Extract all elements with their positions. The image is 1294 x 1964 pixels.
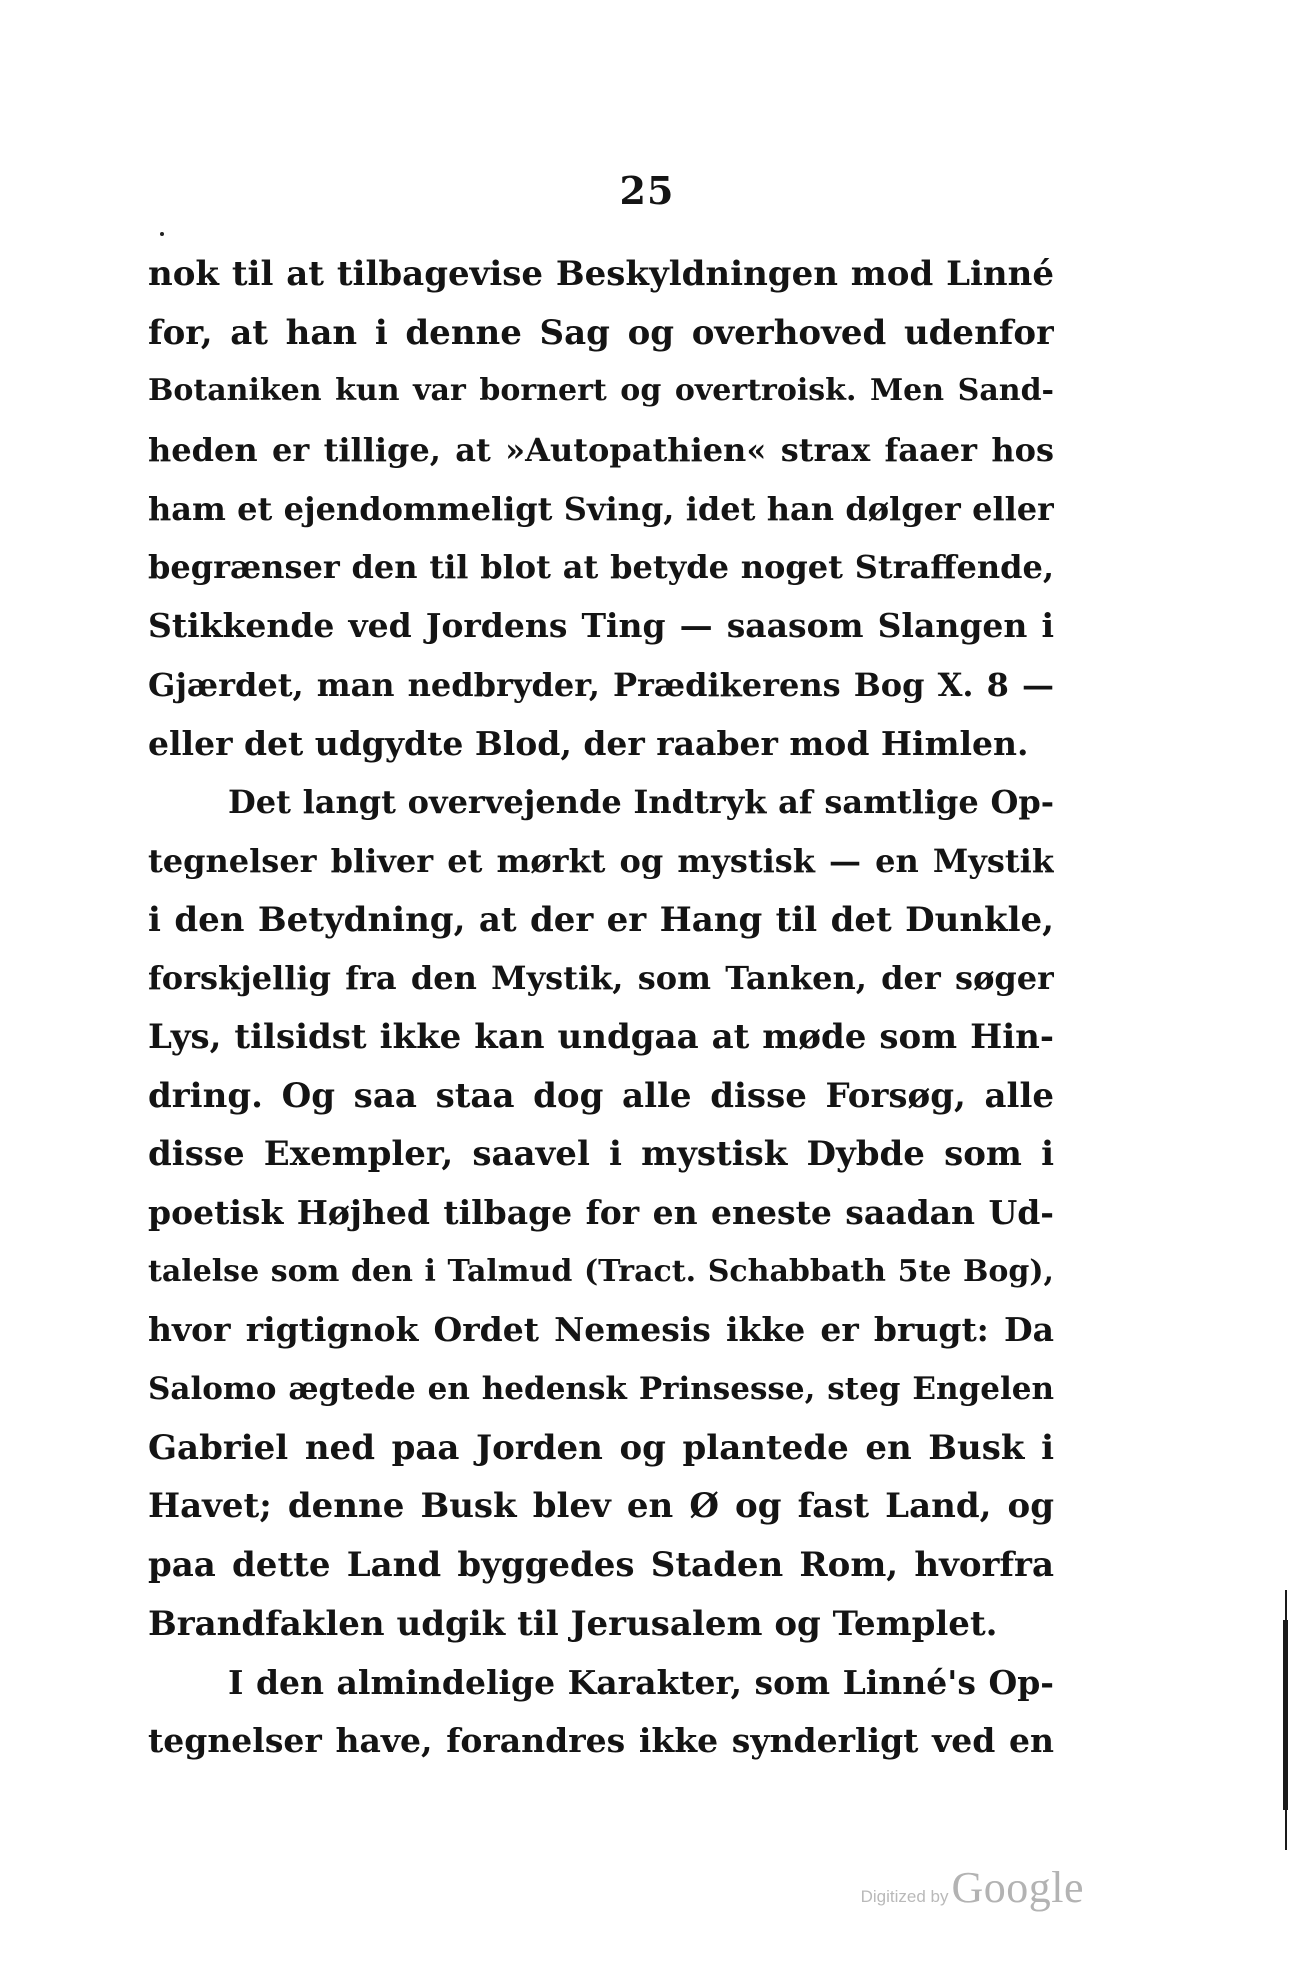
text-line: Havet; denne Busk blev en Ø og fast Land, og [148, 1486, 1054, 1527]
text-line: tegnelser bliver et mørkt og mystisk — en Mystik [148, 841, 1054, 880]
text-line: nok til at tilbagevise Beskyldningen mod Linné [148, 254, 1054, 294]
text-line: Lys, tilsidst ikke kan undgaa at møde som Hin- [148, 1016, 1054, 1057]
ink-speck [160, 232, 164, 236]
text-line: poetisk Højhed tilbage for en eneste saadan Ud- [148, 1193, 1054, 1232]
text-line: Botaniken kun var bornert og overtroisk. Men Sand- [148, 373, 1054, 409]
watermark-google-logo: Google [951, 1863, 1084, 1912]
text-line: ham et ejendommeligt Sving, idet han dølger eller [148, 489, 1054, 528]
text-line: for, at han i denne Sag og overhoved udenfor [148, 312, 1054, 353]
scan-edge-mark [1282, 1590, 1290, 1850]
text-line: Gabriel ned paa Jorden og plantede en Busk i [148, 1427, 1054, 1468]
text-line: eller det udgydte Blod, der raaber mod Himlen. [148, 723, 1029, 763]
text-line: Stikkende ved Jordens Ting — saasom Slangen i [148, 606, 1054, 646]
google-watermark [861, 1862, 1084, 1913]
text-line: disse Exempler, saavel i mystisk Dybde som i [148, 1134, 1054, 1175]
text-line: Det langt overvejende Indtryk af samtlige Op- [228, 783, 1054, 822]
text-line: Salomo ægtede en hedensk Prinsesse, steg Engelen [148, 1371, 1054, 1408]
text-line: dring. Og saa staa dog alle disse Forsøg, alle [148, 1075, 1054, 1116]
text-line: begrænser den til blot at betyde noget Straffende, [148, 548, 1054, 587]
text-line: i den Betydning, at der er Hang til det Dunkle, [148, 899, 1054, 940]
text-line: tegnelser have, forandres ikke synderligt ved en [148, 1721, 1054, 1761]
text-line: Brandfaklen udgik til Jerusalem og Templet. [148, 1603, 998, 1644]
text-line: Gjærdet, man nedbryder, Prædikerens Bog X. 8 — [148, 665, 1054, 704]
page-number: 25 [619, 168, 675, 213]
text-line: hvor rigtignok Ordet Nemesis ikke er brugt: Da [148, 1310, 1054, 1350]
text-line: talelse som den i Talmud (Tract. Schabbath 5te Bog), [148, 1253, 1054, 1289]
text-line: forskjellig fra den Mystik, som Tanken, der søger [148, 959, 1054, 998]
page-body-text [148, 245, 1054, 1771]
text-line: heden er tillige, at »Autopathien« strax faaer hos [148, 431, 1054, 470]
watermark-digitized-label: Digitized by [860, 1887, 949, 1906]
text-line: paa dette Land byggedes Staden Rom, hvorfra [148, 1545, 1054, 1586]
text-line: I den almindelige Karakter, som Linné's Op- [228, 1662, 1054, 1702]
